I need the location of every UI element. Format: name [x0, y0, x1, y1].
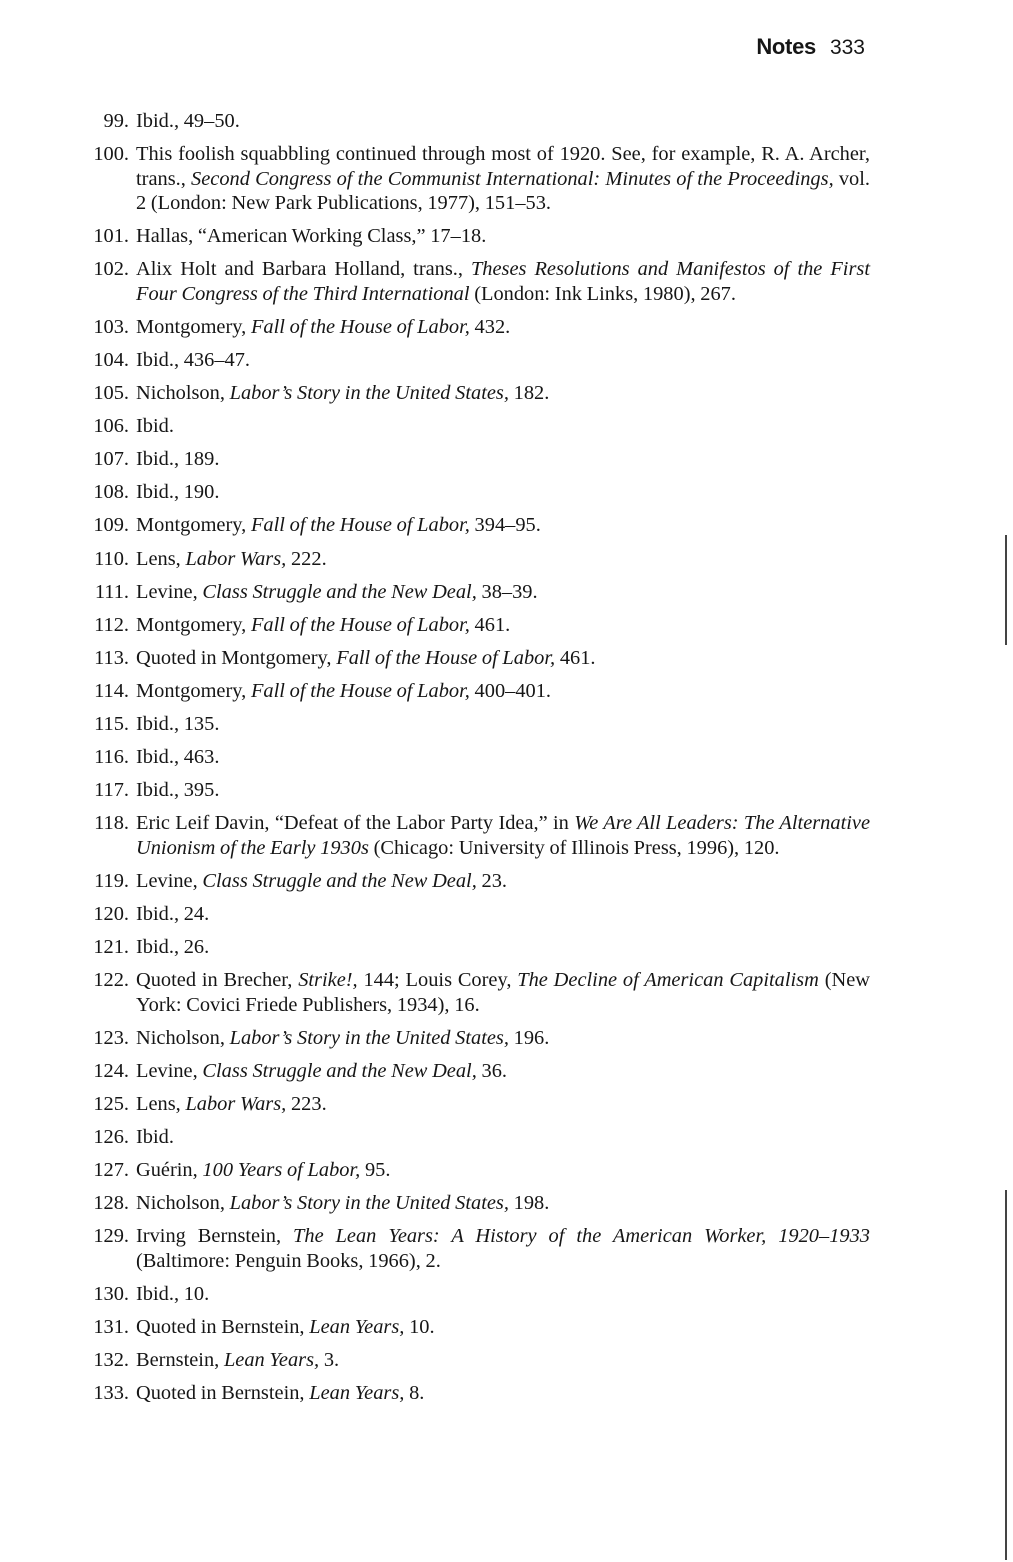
- endnote-text: [136, 381, 870, 406]
- endnote: [80, 778, 870, 803]
- citation-text: Lens,: [136, 1092, 186, 1115]
- citation-text: Hallas, “American Working Class,” 17–18.: [136, 225, 487, 248]
- endnote-number: 102.: [93, 258, 129, 281]
- endnote: [80, 224, 870, 249]
- citation-title: Fall of the House of Labor,: [250, 315, 470, 338]
- citation-title: Labor’s Story in the United States,: [229, 1192, 509, 1215]
- citation-text: Ibid.: [136, 415, 174, 438]
- endnote-text: [136, 1092, 870, 1117]
- endnote: [80, 1381, 870, 1406]
- citation-title: Fall of the House of Labor,: [336, 646, 556, 669]
- endnote: [80, 142, 870, 216]
- endnote-number: 126.: [93, 1126, 129, 1149]
- citation-text: 223.: [286, 1092, 327, 1115]
- citation-text: Alix Holt and Barbara Holland, trans.,: [136, 258, 471, 281]
- endnote-number: 118.: [94, 812, 129, 835]
- citation-text: 36.: [476, 1059, 508, 1082]
- endnote-number: 133.: [93, 1382, 129, 1405]
- citation-text: This foolish squabbling continued through most of 1920. See, for example, R. A. Archer, trans.,: [136, 143, 870, 190]
- endnote-number: 99.: [103, 110, 129, 132]
- citation-text: Nicholson,: [136, 1192, 230, 1215]
- endnote-text: [136, 447, 870, 472]
- page-number: 333: [829, 36, 865, 59]
- citation-text: Nicholson,: [136, 382, 230, 405]
- endnote-number: 120.: [93, 902, 129, 925]
- endnote-text: [136, 547, 870, 572]
- citation-title: Labor Wars,: [185, 1092, 287, 1115]
- endnote-number: 105.: [93, 382, 129, 405]
- citation-title: 100 Years of Labor,: [202, 1159, 361, 1182]
- endnote-number: 114.: [94, 679, 129, 702]
- endnote: [80, 1158, 870, 1183]
- citation-text: Quoted in Montgomery,: [136, 646, 337, 669]
- citation-text: 10.: [404, 1316, 435, 1338]
- endnote-text: [136, 1282, 870, 1307]
- endnote: [80, 869, 870, 894]
- citation-text: Guérin,: [136, 1159, 203, 1182]
- endnote: [80, 935, 870, 960]
- citation-title: Strike!,: [298, 969, 358, 992]
- endnote-number: 125.: [93, 1092, 129, 1115]
- citation-text: Levine,: [136, 1059, 203, 1082]
- citation-text: Lens,: [136, 547, 186, 570]
- endnote: [80, 348, 870, 373]
- endnote-text: [136, 1224, 870, 1273]
- endnote: [80, 1125, 870, 1150]
- citation-text: Nicholson,: [136, 1026, 230, 1049]
- endnote-text: [136, 1026, 870, 1051]
- citation-text: Ibid., 10.: [136, 1282, 210, 1305]
- endnote: [80, 257, 870, 306]
- endnote-number: 130.: [93, 1282, 129, 1305]
- endnote: [80, 811, 870, 860]
- citation-title: Labor’s Story in the United States,: [229, 382, 509, 405]
- citation-text: 461.: [555, 646, 596, 669]
- citation-text: Ibid., 395.: [136, 779, 220, 802]
- citation-title: Labor Wars,: [185, 547, 287, 570]
- citation-text: Montgomery,: [136, 679, 251, 702]
- endnote-text: [136, 513, 870, 538]
- endnote: [80, 679, 870, 704]
- citation-text: Quoted in Brecher,: [136, 969, 299, 992]
- endnotes-list: [80, 109, 870, 1414]
- citation-text: 432.: [469, 315, 511, 338]
- endnote-text: [136, 1381, 870, 1406]
- endnote: [80, 315, 870, 340]
- endnote-text: [136, 257, 870, 306]
- citation-text: (New York: Covici Friede Publishers, 1934), 16.: [136, 969, 870, 1016]
- citation-title: The Lean Years: A History of the American Worker, 1920–1933: [293, 1225, 870, 1248]
- endnote: [80, 1282, 870, 1307]
- endnote-number: 129.: [93, 1225, 129, 1248]
- citation-title: Lean Years,: [223, 1349, 320, 1372]
- endnote: [80, 109, 870, 134]
- citation-title: Class Struggle and the New Deal,: [202, 580, 477, 603]
- endnote-text: [136, 1125, 870, 1150]
- endnote-number: 121.: [93, 936, 129, 959]
- citation-title: Class Struggle and the New Deal,: [202, 1059, 477, 1082]
- endnote: [80, 745, 870, 770]
- endnote-number: 103.: [93, 315, 129, 338]
- citation-text: (Chicago: University of Illinois Press, 1996), 120.: [368, 836, 780, 859]
- citation-text: Eric Leif Davin, “Defeat of the Labor Party Idea,” in: [136, 812, 575, 835]
- endnote-number: 109.: [93, 514, 129, 537]
- endnote-number: 117.: [94, 779, 129, 802]
- citation-text: Montgomery,: [136, 514, 251, 537]
- endnote-number: 106.: [93, 415, 129, 438]
- citation-text: 461.: [469, 613, 511, 636]
- endnote-text: [136, 1059, 870, 1084]
- endnote-text: [136, 224, 870, 249]
- citation-text: Ibid., 436–47.: [136, 348, 251, 371]
- endnote-text: [136, 1315, 870, 1340]
- endnote-text: [136, 348, 870, 373]
- citation-text: Quoted in Bernstein,: [136, 1382, 310, 1405]
- citation-text: 394–95.: [469, 514, 541, 537]
- endnote-number: 115.: [94, 713, 129, 735]
- endnote-number: 122.: [93, 969, 129, 992]
- citation-text: (Baltimore: Penguin Books, 1966), 2.: [136, 1249, 441, 1272]
- scan-edge-artifact: [1005, 1190, 1007, 1560]
- citation-title: Fall of the House of Labor,: [250, 514, 470, 537]
- endnote-number: 112.: [94, 613, 129, 636]
- endnote-number: 104.: [93, 348, 129, 371]
- citation-text: 3.: [319, 1349, 340, 1372]
- citation-text: Ibid., 463.: [136, 746, 220, 769]
- citation-text: Levine,: [136, 580, 203, 603]
- endnote-text: [136, 580, 870, 605]
- endnote-number: 123.: [93, 1026, 129, 1049]
- endnote-text: [136, 869, 870, 894]
- citation-text: Ibid., 26.: [136, 936, 210, 959]
- citation-text: 198.: [508, 1192, 550, 1215]
- endnote-number: 100.: [93, 143, 129, 166]
- citation-text: 8.: [404, 1382, 425, 1405]
- citation-text: Bernstein,: [136, 1349, 224, 1372]
- citation-text: 222.: [286, 547, 327, 570]
- endnote-number: 111.: [94, 580, 129, 603]
- endnote-text: [136, 778, 870, 803]
- endnote-text: [136, 902, 870, 927]
- citation-title: Labor’s Story in the United States,: [229, 1026, 509, 1049]
- endnote: [80, 712, 870, 737]
- endnote-text: [136, 613, 870, 638]
- citation-title: Fall of the House of Labor,: [250, 679, 470, 702]
- citation-text: Levine,: [136, 869, 203, 892]
- endnote-number: 107.: [93, 448, 129, 471]
- endnote: [80, 547, 870, 572]
- endnote-number: 101.: [93, 225, 129, 248]
- citation-text: Ibid., 189.: [136, 448, 220, 471]
- citation-text: Montgomery,: [136, 613, 251, 636]
- citation-text: 182.: [508, 382, 550, 405]
- endnote-text: [136, 679, 870, 704]
- endnote-text: [136, 646, 870, 671]
- endnote-number: 113.: [94, 646, 129, 669]
- citation-title: Fall of the House of Labor,: [250, 613, 470, 636]
- citation-text: 144; Louis Corey,: [357, 969, 518, 992]
- citation-text: Montgomery,: [136, 315, 251, 338]
- citation-text: Ibid., 190.: [136, 481, 220, 504]
- citation-title: Lean Years,: [309, 1316, 405, 1338]
- endnote: [80, 1092, 870, 1117]
- endnote-number: 124.: [93, 1059, 129, 1082]
- citation-text: Ibid., 24.: [136, 902, 210, 925]
- citation-title: Theses Resolutions and Manifestos of the First Four Congress of the Third International: [136, 258, 870, 305]
- citation-text: 400–401.: [469, 679, 552, 702]
- citation-title: Lean Years,: [309, 1382, 405, 1405]
- endnote-number: 108.: [93, 481, 129, 504]
- endnote: [80, 968, 870, 1017]
- endnote-text: [136, 142, 870, 216]
- endnote-text: [136, 480, 870, 505]
- endnote: [80, 1191, 870, 1216]
- citation-text: 196.: [508, 1026, 550, 1049]
- endnote-text: [136, 1348, 870, 1373]
- endnote: [80, 381, 870, 406]
- citation-text: Irving Bernstein,: [136, 1225, 294, 1248]
- endnote: [80, 1059, 870, 1084]
- endnote-number: 128.: [93, 1192, 129, 1215]
- endnote: [80, 480, 870, 505]
- endnote-text: [136, 811, 870, 860]
- endnote-text: [136, 109, 870, 134]
- endnote-text: [136, 935, 870, 960]
- citation-title: The Decline of American Capitalism: [517, 969, 819, 992]
- citation-text: 95.: [360, 1159, 391, 1182]
- endnote: [80, 1315, 870, 1340]
- page-header: [756, 34, 865, 60]
- citation-title: Class Struggle and the New Deal,: [202, 869, 477, 892]
- running-title: Notes: [756, 34, 816, 59]
- endnote-text: [136, 745, 870, 770]
- endnote-number: 116.: [94, 746, 129, 769]
- endnote: [80, 613, 870, 638]
- citation-text: vol. 2 (London: New Park Publications, 1977), 151–53.: [136, 167, 871, 215]
- endnote: [80, 513, 870, 538]
- citation-text: 38–39.: [476, 580, 538, 603]
- endnote-number: 131.: [93, 1316, 129, 1338]
- endnote: [80, 414, 870, 439]
- endnote: [80, 902, 870, 927]
- endnote: [80, 580, 870, 605]
- endnote: [80, 447, 870, 472]
- endnote: [80, 1224, 870, 1273]
- endnote-text: [136, 315, 870, 340]
- citation-text: 23.: [476, 869, 508, 892]
- endnote-text: [136, 414, 870, 439]
- endnote: [80, 646, 870, 671]
- endnote-number: 110.: [94, 547, 129, 570]
- endnote: [80, 1348, 870, 1373]
- endnote: [80, 1026, 870, 1051]
- endnote-number: 119.: [94, 869, 129, 892]
- endnote-number: 132.: [93, 1349, 129, 1372]
- citation-text: (London: Ink Links, 1980), 267.: [469, 282, 736, 305]
- citation-text: Ibid., 49–50.: [136, 110, 240, 132]
- scan-edge-artifact: [1005, 535, 1007, 645]
- citation-text: Ibid.: [136, 1126, 174, 1149]
- endnote-text: [136, 712, 870, 737]
- endnote-text: [136, 1191, 870, 1216]
- citation-title: Second Congress of the Communist International: Minutes of the Proceedings,: [191, 167, 834, 190]
- citation-text: Quoted in Bernstein,: [136, 1316, 310, 1338]
- endnote-text: [136, 1158, 870, 1183]
- citation-title: We Are All Leaders: The Alternative Unionism of the Early 1930s: [136, 812, 870, 859]
- endnote-number: 127.: [93, 1159, 129, 1182]
- citation-text: Ibid., 135.: [136, 713, 220, 735]
- endnote-text: [136, 968, 870, 1017]
